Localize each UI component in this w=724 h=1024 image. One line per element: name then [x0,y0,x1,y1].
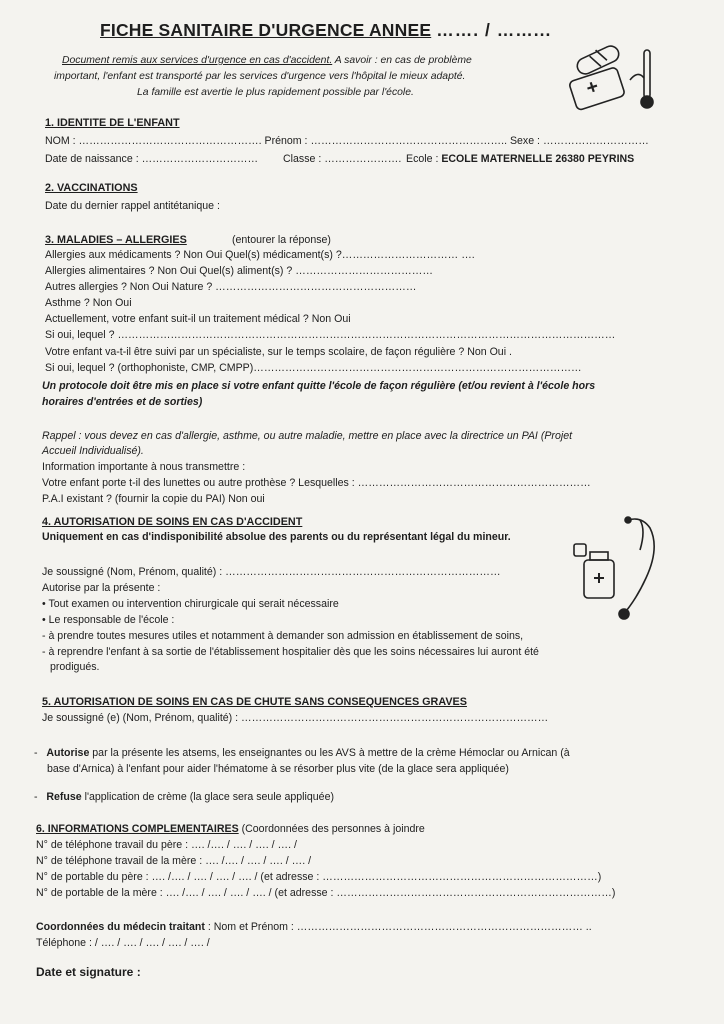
section-5-heading: 5. AUTORISATION DE SOINS EN CAS DE CHUTE SANS CONSEQUENCES GRAVES [42,696,467,708]
portable-mere-line: N° de portable de la mère : …. /…. / …. / …. / …. / (et adresse : ……………………………………………………………………) [36,887,616,899]
reprendre-dash-item: - à reprendre l'enfant à sa sortie de l'établissement hospitalier dès que les soins nécessaires lui auront été [42,646,539,658]
nom-prenom-sexe-line: NOM : ……………………………………………. Prénom : ……………………………………………….. Sexe : ………………………… [45,135,649,147]
date-signature-label: Date et signature : [36,965,141,979]
section-3-hint: (entourer la réponse) [232,234,331,246]
autorise-creme-line-2: base d'Arnica) à l'enfant pour aider l'hématome à se résorber plus vite (de la glace sera appliquée) [47,763,509,775]
health-form-page: FICHE SANITAIRE D'URGENCE ANNEE ……. / ……... Document remis aux services d'urgence en cas d'accident. A savoir : en cas de problème important, l'enfant est transporté par les services d'urgence vers l'hôpital le mieux adapté. La famille est avertie le plus rapidement possible par l'école. 1. IDENTITE DE L'ENFANT NOM : ……………………………………………. Prénom : ……………………………………………….. Sexe : ………………………… Date de naissance : …………………………… Classe : …………………. Ecole : ECOLE MATERNELLE 26380 PEYRINS 2. VACCINATIONS Date du dernier rappel antitétanique : 3. MALADIES – ALLERGIES (entourer la réponse) Allergies aux médicaments ? Non Oui Quel(s) médicament(s) ?…………………………… …. Allergies alimentaires ? Non Oui Quel(s) aliment(s) ? ………………………………… Autres allergies ? Non Oui Nature ? ………………………………………………… Asthme ? Non Oui Actuellement, votre enfant suit-il un traitement médical ? Non Oui Si oui, lequel ? …………………………………………………………………………………………………………………………… Votre enfant va-t-il être suivi par un spécialiste, sur le temps scolaire, de façon régulière ? Non Oui . Si oui, lequel ? (orthophoniste, CMP, CMPP)………………………………………………………………………………… Un protocole doit être mis en place si votre enfant quitte l'école de façon régulière (et/ou revient à l'école hors horaires d'entrées et de sorties) Rappel : vous devez en cas d'allergie, asthme, ou autre maladie, mettre en place avec la directrice un PAI (Projet Accueil Individualisé). Information importante à nous transmettre : Votre enfant porte t-il des lunettes ou autre prothèse ? Lesquelles : ………………………………………………………… P.A.I existant ? (fournir la copie du PAI) Non oui 4. AUTORISATION DE SOINS EN CAS D'ACCIDENT Uniquement en cas d'indisponibilité absolue des parents ou du représentant légal du mineur. Je soussigné (Nom, Prénom, qualité) : …………………………………………………………………… Autorise par la présente : • Tout examen ou intervention chirurgicale qui serait nécessaire • Le responsable de l'école : - à prendre toutes mesures utiles et notamment à demander son admission en établissement de soins, - à reprendre l'enfant à sa sortie de l'établissement hospitalier dès que les soins nécessaires lui auront été prodigués. 5. AUTORISATION DE SOINS EN CAS DE CHUTE SANS CONSEQUENCES GRAVES Je soussigné (e) (Nom, Prénom, qualité) : …………………………………………………………………………… - Autorise par la présente les atsems, les enseignantes ou les AVS à mettre de la crème Hémoclar ou Arnican (à base d'Arnica) à l'enfant pour aider l'hématome à se résorber plus vite (de la glace sera appliquée) - Refuse l'application de crème (la glace sera seule appliquée) 6. INFORMATIONS COMPLEMENTAIRES (Coordonnées des personnes à joindre N° de téléphone travail du père : …. /…. / …. / …. / …. / N° de téléphone travail de la mère : …. /…. / …. / …. / …. / N° de portable du père : …. /…. / …. / …. / …. / (et adresse : ……………………………………………………………………) N° de portable de la mère : …. /…. / …. / …. / …. / (et adresse : ……………………………………………………………………) Coordonnées du médecin traitant : Nom et Prénom : ……………………………………………………………………… .. Téléphone : / …. / …. / …. / …. / …. / Date et signature : [0,0,724,1024]
examen-bullet: • Tout examen ou intervention chirurgicale qui serait nécessaire [42,598,339,610]
information-importante-line: Information importante à nous transmettre : [42,461,246,473]
protocole-note-line-2: horaires d'entrées et de sorties) [42,396,203,408]
traitement-lequel-line: Si oui, lequel ? …………………………………………………………………………………………………………………………… [45,329,616,341]
autorise-line: Autorise par la présente : [42,582,161,594]
rappel-pai-line-2: Accueil Individualisé). [42,445,144,457]
refuse-creme-line: - Refuse l'application de crème (la glace sera seule appliquée) [34,791,334,803]
classe-line: Classe : …………………. [283,153,402,165]
page-title: FICHE SANITAIRE D'URGENCE ANNEE ……. / ……... [100,20,552,40]
autres-allergies-line: Autres allergies ? Non Oui Nature ? ………………………………………………… [45,281,417,293]
section-3-heading: 3. MALADIES – ALLERGIES [45,234,187,246]
stethoscope-illustration [570,514,670,624]
section-6-heading: 6. INFORMATIONS COMPLEMENTAIRES (Coordonnées des personnes à joindre [36,823,425,835]
tel-travail-pere-line: N° de téléphone travail du père : …. /…. / …. / …. / …. / [36,839,297,851]
specialiste-line: Votre enfant va-t-il être suivi par un spécialiste, sur le temps scolaire, de façon régulière ? Non Oui . [45,346,512,358]
section-1-heading: 1. IDENTITE DE L'ENFANT [45,117,180,129]
traitement-medical-line: Actuellement, votre enfant suit-il un traitement médical ? Non Oui [45,313,351,325]
pai-existant-line: P.A.I existant ? (fournir la copie du PAI) Non oui [42,493,265,505]
responsable-bullet: • Le responsable de l'école : [42,614,175,626]
protocole-note-line-1: Un protocole doit être mis en place si votre enfant quitte l'école de façon régulière (et/ou revient à l'école hors [42,380,596,392]
section-2-heading: 2. VACCINATIONS [45,182,138,194]
allergies-medicaments-line: Allergies aux médicaments ? Non Oui Quel(s) médicament(s) ?…………………………… …. [45,249,475,261]
asthme-line: Asthme ? Non Oui [45,297,132,309]
rappel-pai-line-1: Rappel : vous devez en cas d'allergie, asthme, ou autre maladie, mettre en place avec la directrice un PAI (Projet [42,430,573,442]
autorise-creme-line-1: - Autorise par la présente les atsems, les enseignantes ou les AVS à mettre de la crème Hémoclar ou Arnican (à [34,747,570,759]
reprendre-dash-item-cont: prodigués. [50,661,100,673]
rappel-antitetanique-line: Date du dernier rappel antitétanique : [45,200,220,212]
specialiste-lequel-line: Si oui, lequel ? (orthophoniste, CMP, CMPP)………………………………………………………………………………… [45,362,582,374]
section-4-subtitle: Uniquement en cas d'indisponibilité absolue des parents ou du représentant légal du mineur. [42,531,511,543]
section-5-soussigne-line: Je soussigné (e) (Nom, Prénom, qualité) : …………………………………………………………………………… [42,712,549,724]
allergies-alimentaires-line: Allergies alimentaires ? Non Oui Quel(s) aliment(s) ? ………………………………… [45,265,433,277]
ecole-line: Ecole : ECOLE MATERNELLE 26380 PEYRINS [406,153,635,165]
section-4-heading: 4. AUTORISATION DE SOINS EN CAS D'ACCIDENT [42,516,303,528]
date-naissance-line: Date de naissance : …………………………… [45,153,259,165]
tel-travail-mere-line: N° de téléphone travail de la mère : …. /…. / …. / …. / …. / [36,855,312,867]
lunettes-prothese-line: Votre enfant porte t-il des lunettes ou autre prothèse ? Lesquelles : ………………………………………………………… [42,477,591,489]
admission-dash-item: - à prendre toutes mesures utiles et notamment à demander son admission en établissement de soins, [42,630,524,642]
soussigne-line: Je soussigné (Nom, Prénom, qualité) : …………………………………………………………………… [42,566,501,578]
portable-pere-line: N° de portable du père : …. /…. / …. / …. / …. / (et adresse : ……………………………………………………………………) [36,871,602,883]
first-aid-kit-illustration [566,44,666,116]
medecin-traitant-line: Coordonnées du médecin traitant : Nom et Prénom : ……………………………………………………………………… .. [36,921,592,933]
medecin-telephone-line: Téléphone : / …. / …. / …. / …. / …. / [36,937,210,949]
